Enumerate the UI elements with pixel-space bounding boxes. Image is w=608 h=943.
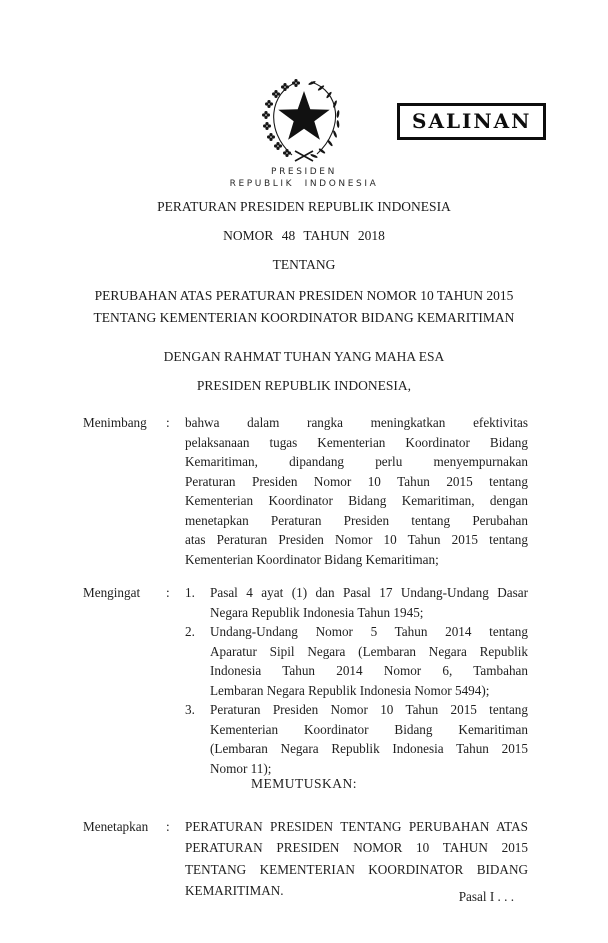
preamble-invocation: DENGAN RAHMAT TUHAN YANG MAHA ESA <box>163 349 445 364</box>
recalling-line: Kementerian Koordinator Bidang Kemaritiman <box>210 721 528 737</box>
doc-subject-line1: PERUBAHAN ATAS PERATURAN PRESIDEN NOMOR 10 TAHUN 2015 <box>94 288 514 303</box>
salinan-stamp <box>397 103 546 140</box>
considering-colon: : <box>166 415 170 430</box>
recalling-line: (Lembaran Negara Republik Indonesia Tahun 2015 <box>210 741 528 756</box>
recalling-item-text <box>210 622 528 700</box>
considering-paragraph <box>185 413 528 569</box>
doc-number: NOMOR 48 TAHUN 2018 <box>223 228 385 243</box>
preamble-authority: PRESIDEN REPUBLIK INDONESIA, <box>196 378 412 393</box>
enacting-line: PERATURAN PRESIDEN NOMOR 10 TAHUN 2015 <box>185 840 528 856</box>
recalling-line: Undang-Undang Nomor 5 Tahun 2014 tentang <box>210 624 528 639</box>
recalling-line: Lembaran Negara Republik Indonesia Nomor 5494); <box>210 682 490 698</box>
considering-line: Kementerian Koordinator Bidang Kemaritiman; <box>185 551 439 567</box>
recalling-item-3 <box>185 700 528 778</box>
enacting-line: PERATURAN PRESIDEN TENTANG PERUBAHAN ATAS <box>185 819 528 834</box>
preamble <box>0 349 608 394</box>
considering-line: Kemaritiman, dipandang perlu menyempurnakan <box>185 454 528 469</box>
considering-line: bahwa dalam rangka meningkatkan efektivitas <box>185 415 528 430</box>
recalling-line: Aparatur Sipil Negara (Lembaran Negara Republik <box>210 643 528 659</box>
recalling-line: Nomor 11); <box>210 760 272 776</box>
doc-subject-line2: TENTANG KEMENTERIAN KOORDINATOR BIDANG KEMARITIMAN <box>93 310 515 325</box>
page-catchword: Pasal I . . . <box>458 889 514 904</box>
recalling-colon: : <box>166 585 170 600</box>
letterhead-republik-indonesia: REPUBLIK INDONESIA <box>229 179 379 189</box>
recalling-line: Pasal 4 ayat (1) dan Pasal 17 Undang-Undang Dasar <box>210 585 528 600</box>
recalling-label: Mengingat <box>83 585 141 600</box>
enacting-label: Menetapkan <box>83 819 149 834</box>
considering-line: Kementerian Koordinator Bidang Kemaritiman, dengan <box>185 493 528 508</box>
decision-heading: MEMUTUSKAN: <box>250 776 357 791</box>
enacting-line: KEMARITIMAN. <box>185 882 284 898</box>
doc-title <box>0 199 608 329</box>
recalling-line: Indonesia Tahun 2014 Nomor 6, Tambahan <box>210 663 528 678</box>
recalling-line: Peraturan Presiden Nomor 10 Tahun 2015 tentang <box>210 702 528 717</box>
recalling-item-number: 2. <box>185 624 195 639</box>
doc-tentang: TENTANG <box>272 257 336 272</box>
recalling-section <box>83 583 528 778</box>
recalling-item-number: 3. <box>185 702 195 717</box>
recalling-list <box>185 583 528 778</box>
recalling-item-text <box>210 583 528 622</box>
enacting-colon: : <box>166 819 170 834</box>
considering-line: Peraturan Presiden Nomor 10 Tahun 2015 tentang <box>185 473 528 489</box>
recalling-item-text <box>210 700 528 778</box>
doc-title-line1: PERATURAN PRESIDEN REPUBLIK INDONESIA <box>157 199 451 214</box>
considering-line: menetapkan Peraturan Presiden tentang Perubahan <box>185 512 528 528</box>
letterhead-presiden: PRESIDEN <box>271 167 337 177</box>
recalling-item-number: 1. <box>185 585 195 600</box>
salinan-stamp-label: SALINAN <box>412 109 532 133</box>
considering-line: atas Peraturan Presiden Nomor 10 Tahun 2015 tentang <box>185 532 528 547</box>
considering-section <box>83 413 528 569</box>
considering-label: Menimbang <box>83 415 147 430</box>
enacting-line: TENTANG KEMENTERIAN KOORDINATOR BIDANG <box>185 861 528 877</box>
star-icon <box>278 91 329 140</box>
considering-line: pelaksanaan tugas Kementerian Koordinator Bidang <box>185 434 528 450</box>
recalling-item-1 <box>185 583 528 622</box>
letterhead <box>0 166 608 190</box>
recalling-line: Negara Republik Indonesia Tahun 1945; <box>210 604 424 620</box>
recalling-item-2 <box>185 622 528 700</box>
presidential-seal-icon <box>252 74 356 166</box>
